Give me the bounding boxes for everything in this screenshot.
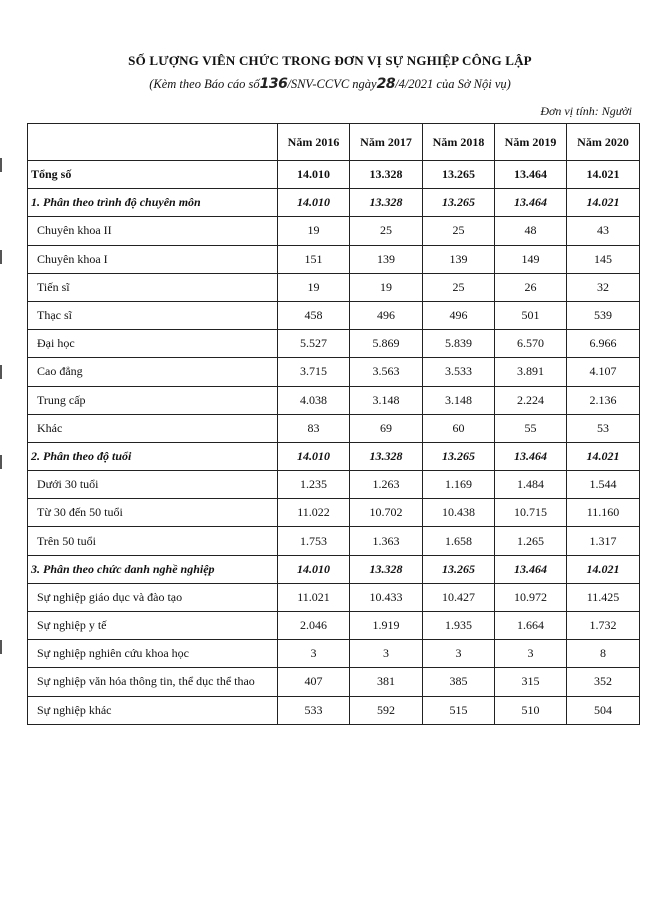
table-row [28, 696, 640, 724]
value-cell: 1.658 [423, 527, 495, 555]
value-cell: 10.702 [350, 499, 423, 527]
table-row [28, 330, 640, 358]
value-cell: 515 [423, 696, 495, 724]
value-cell: 13.265 [423, 555, 495, 583]
value-cell: 1.363 [350, 527, 423, 555]
value-cell: 11.425 [567, 583, 640, 611]
value-cell: 25 [423, 273, 495, 301]
value-cell: 10.972 [495, 583, 567, 611]
row-label: 3. Phân theo chức danh nghề nghiệp [28, 555, 278, 583]
value-cell: 3 [278, 640, 350, 668]
row-label: Tổng số [28, 161, 278, 189]
value-cell: 3.148 [350, 386, 423, 414]
value-cell: 53 [567, 414, 640, 442]
value-cell: 3.148 [423, 386, 495, 414]
value-cell: 3 [495, 640, 567, 668]
value-cell: 26 [495, 273, 567, 301]
value-cell: 539 [567, 301, 640, 329]
value-cell: 381 [350, 668, 423, 696]
table-row [28, 583, 640, 611]
value-cell: 1.235 [278, 471, 350, 499]
table-body [28, 161, 640, 725]
value-cell: 13.328 [350, 161, 423, 189]
value-cell: 11.022 [278, 499, 350, 527]
value-cell: 13.265 [423, 189, 495, 217]
value-cell: 13.464 [495, 442, 567, 470]
value-cell: 151 [278, 245, 350, 273]
value-cell: 458 [278, 301, 350, 329]
value-cell: 11.021 [278, 583, 350, 611]
value-cell: 10.427 [423, 583, 495, 611]
value-cell: 6.966 [567, 330, 640, 358]
value-cell: 504 [567, 696, 640, 724]
value-cell: 10.438 [423, 499, 495, 527]
value-cell: 48 [495, 217, 567, 245]
value-cell: 496 [350, 301, 423, 329]
value-cell: 2.046 [278, 612, 350, 640]
row-label: 2. Phân theo độ tuổi [28, 442, 278, 470]
value-cell: 19 [350, 273, 423, 301]
row-label: Đại học [28, 330, 278, 358]
value-cell: 13.265 [423, 442, 495, 470]
value-cell: 14.010 [278, 161, 350, 189]
table-header-row [28, 124, 640, 161]
value-cell: 315 [495, 668, 567, 696]
row-label: Sự nghiệp nghiên cứu khoa học [28, 640, 278, 668]
value-cell: 501 [495, 301, 567, 329]
row-label: Từ 30 đến 50 tuổi [28, 499, 278, 527]
header-cell-year: Năm 2018 [423, 124, 495, 161]
document-subtitle [0, 76, 660, 92]
value-cell: 4.038 [278, 386, 350, 414]
value-cell: 14.021 [567, 442, 640, 470]
value-cell: 3 [423, 640, 495, 668]
value-cell: 14.010 [278, 189, 350, 217]
value-cell: 6.570 [495, 330, 567, 358]
value-cell: 1.732 [567, 612, 640, 640]
row-label: Trung cấp [28, 386, 278, 414]
value-cell: 1.484 [495, 471, 567, 499]
value-cell: 1.919 [350, 612, 423, 640]
unit-note: Đơn vị tính: Người [540, 104, 632, 118]
row-label: Chuyên khoa II [28, 217, 278, 245]
value-cell: 11.160 [567, 499, 640, 527]
handwritten-report-number: 136 [259, 76, 288, 92]
value-cell: 13.265 [423, 161, 495, 189]
header-cell-year: Năm 2020 [567, 124, 640, 161]
value-cell: 4.107 [567, 358, 640, 386]
subtitle-middle: /SNV-CCVC ngày [287, 77, 377, 91]
row-label: Sự nghiệp giáo dục và đào tạo [28, 583, 278, 611]
value-cell: 83 [278, 414, 350, 442]
header-cell-year: Năm 2017 [350, 124, 423, 161]
value-cell: 60 [423, 414, 495, 442]
value-cell: 14.021 [567, 161, 640, 189]
value-cell: 496 [423, 301, 495, 329]
value-cell: 13.328 [350, 189, 423, 217]
table-row [28, 640, 640, 668]
table-row [28, 273, 640, 301]
value-cell: 1.265 [495, 527, 567, 555]
row-label: Khác [28, 414, 278, 442]
section-row [28, 555, 640, 583]
table-row [28, 527, 640, 555]
value-cell: 139 [350, 245, 423, 273]
row-label: Chuyên khoa I [28, 245, 278, 273]
value-cell: 149 [495, 245, 567, 273]
value-cell: 3.891 [495, 358, 567, 386]
value-cell: 1.664 [495, 612, 567, 640]
row-label: Sự nghiệp y tế [28, 612, 278, 640]
staff-statistics-table [27, 123, 640, 725]
table-row [28, 668, 640, 696]
value-cell: 13.464 [495, 189, 567, 217]
value-cell: 13.464 [495, 161, 567, 189]
handwritten-day: 28 [376, 76, 396, 92]
subtitle-prefix: (Kèm theo Báo cáo số [149, 77, 260, 91]
value-cell: 3.563 [350, 358, 423, 386]
total-row [28, 161, 640, 189]
value-cell: 2.136 [567, 386, 640, 414]
value-cell: 13.464 [495, 555, 567, 583]
value-cell: 8 [567, 640, 640, 668]
value-cell: 385 [423, 668, 495, 696]
value-cell: 14.010 [278, 555, 350, 583]
value-cell: 1.169 [423, 471, 495, 499]
value-cell: 14.021 [567, 555, 640, 583]
value-cell: 43 [567, 217, 640, 245]
value-cell: 25 [423, 217, 495, 245]
section-row [28, 189, 640, 217]
value-cell: 5.527 [278, 330, 350, 358]
value-cell: 3 [350, 640, 423, 668]
value-cell: 32 [567, 273, 640, 301]
value-cell: 14.010 [278, 442, 350, 470]
value-cell: 5.869 [350, 330, 423, 358]
value-cell: 533 [278, 696, 350, 724]
value-cell: 145 [567, 245, 640, 273]
table-row [28, 217, 640, 245]
value-cell: 1.263 [350, 471, 423, 499]
header-cell-label [28, 124, 278, 161]
value-cell: 14.021 [567, 189, 640, 217]
value-cell: 13.328 [350, 555, 423, 583]
value-cell: 19 [278, 273, 350, 301]
table-row [28, 471, 640, 499]
value-cell: 3.715 [278, 358, 350, 386]
document-title: SỐ LƯỢNG VIÊN CHỨC TRONG ĐƠN VỊ SỰ NGHIỆP CÔNG LẬP [128, 53, 532, 68]
value-cell: 5.839 [423, 330, 495, 358]
value-cell: 55 [495, 414, 567, 442]
value-cell: 1.753 [278, 527, 350, 555]
value-cell: 352 [567, 668, 640, 696]
value-cell: 69 [350, 414, 423, 442]
value-cell: 407 [278, 668, 350, 696]
table-row [28, 245, 640, 273]
value-cell: 25 [350, 217, 423, 245]
value-cell: 10.433 [350, 583, 423, 611]
row-label: Thạc sĩ [28, 301, 278, 329]
table-row [28, 414, 640, 442]
table-row [28, 612, 640, 640]
row-label: 1. Phân theo trình độ chuyên môn [28, 189, 278, 217]
header-cell-year: Năm 2016 [278, 124, 350, 161]
table-row [28, 301, 640, 329]
table-row [28, 386, 640, 414]
row-label: Dưới 30 tuổi [28, 471, 278, 499]
value-cell: 13.328 [350, 442, 423, 470]
value-cell: 1.317 [567, 527, 640, 555]
header-cell-year: Năm 2019 [495, 124, 567, 161]
value-cell: 19 [278, 217, 350, 245]
table-row [28, 358, 640, 386]
value-cell: 2.224 [495, 386, 567, 414]
value-cell: 139 [423, 245, 495, 273]
row-label: Sự nghiệp văn hóa thông tin, thể dục thể thao [28, 668, 278, 696]
row-label: Sự nghiệp khác [28, 696, 278, 724]
subtitle-suffix: /4/2021 của Sở Nội vụ) [395, 77, 511, 91]
table-row [28, 499, 640, 527]
value-cell: 3.533 [423, 358, 495, 386]
row-label: Cao đẳng [28, 358, 278, 386]
row-label: Tiến sĩ [28, 273, 278, 301]
row-label: Trên 50 tuổi [28, 527, 278, 555]
value-cell: 510 [495, 696, 567, 724]
value-cell: 1.935 [423, 612, 495, 640]
value-cell: 10.715 [495, 499, 567, 527]
value-cell: 1.544 [567, 471, 640, 499]
section-row [28, 442, 640, 470]
value-cell: 592 [350, 696, 423, 724]
